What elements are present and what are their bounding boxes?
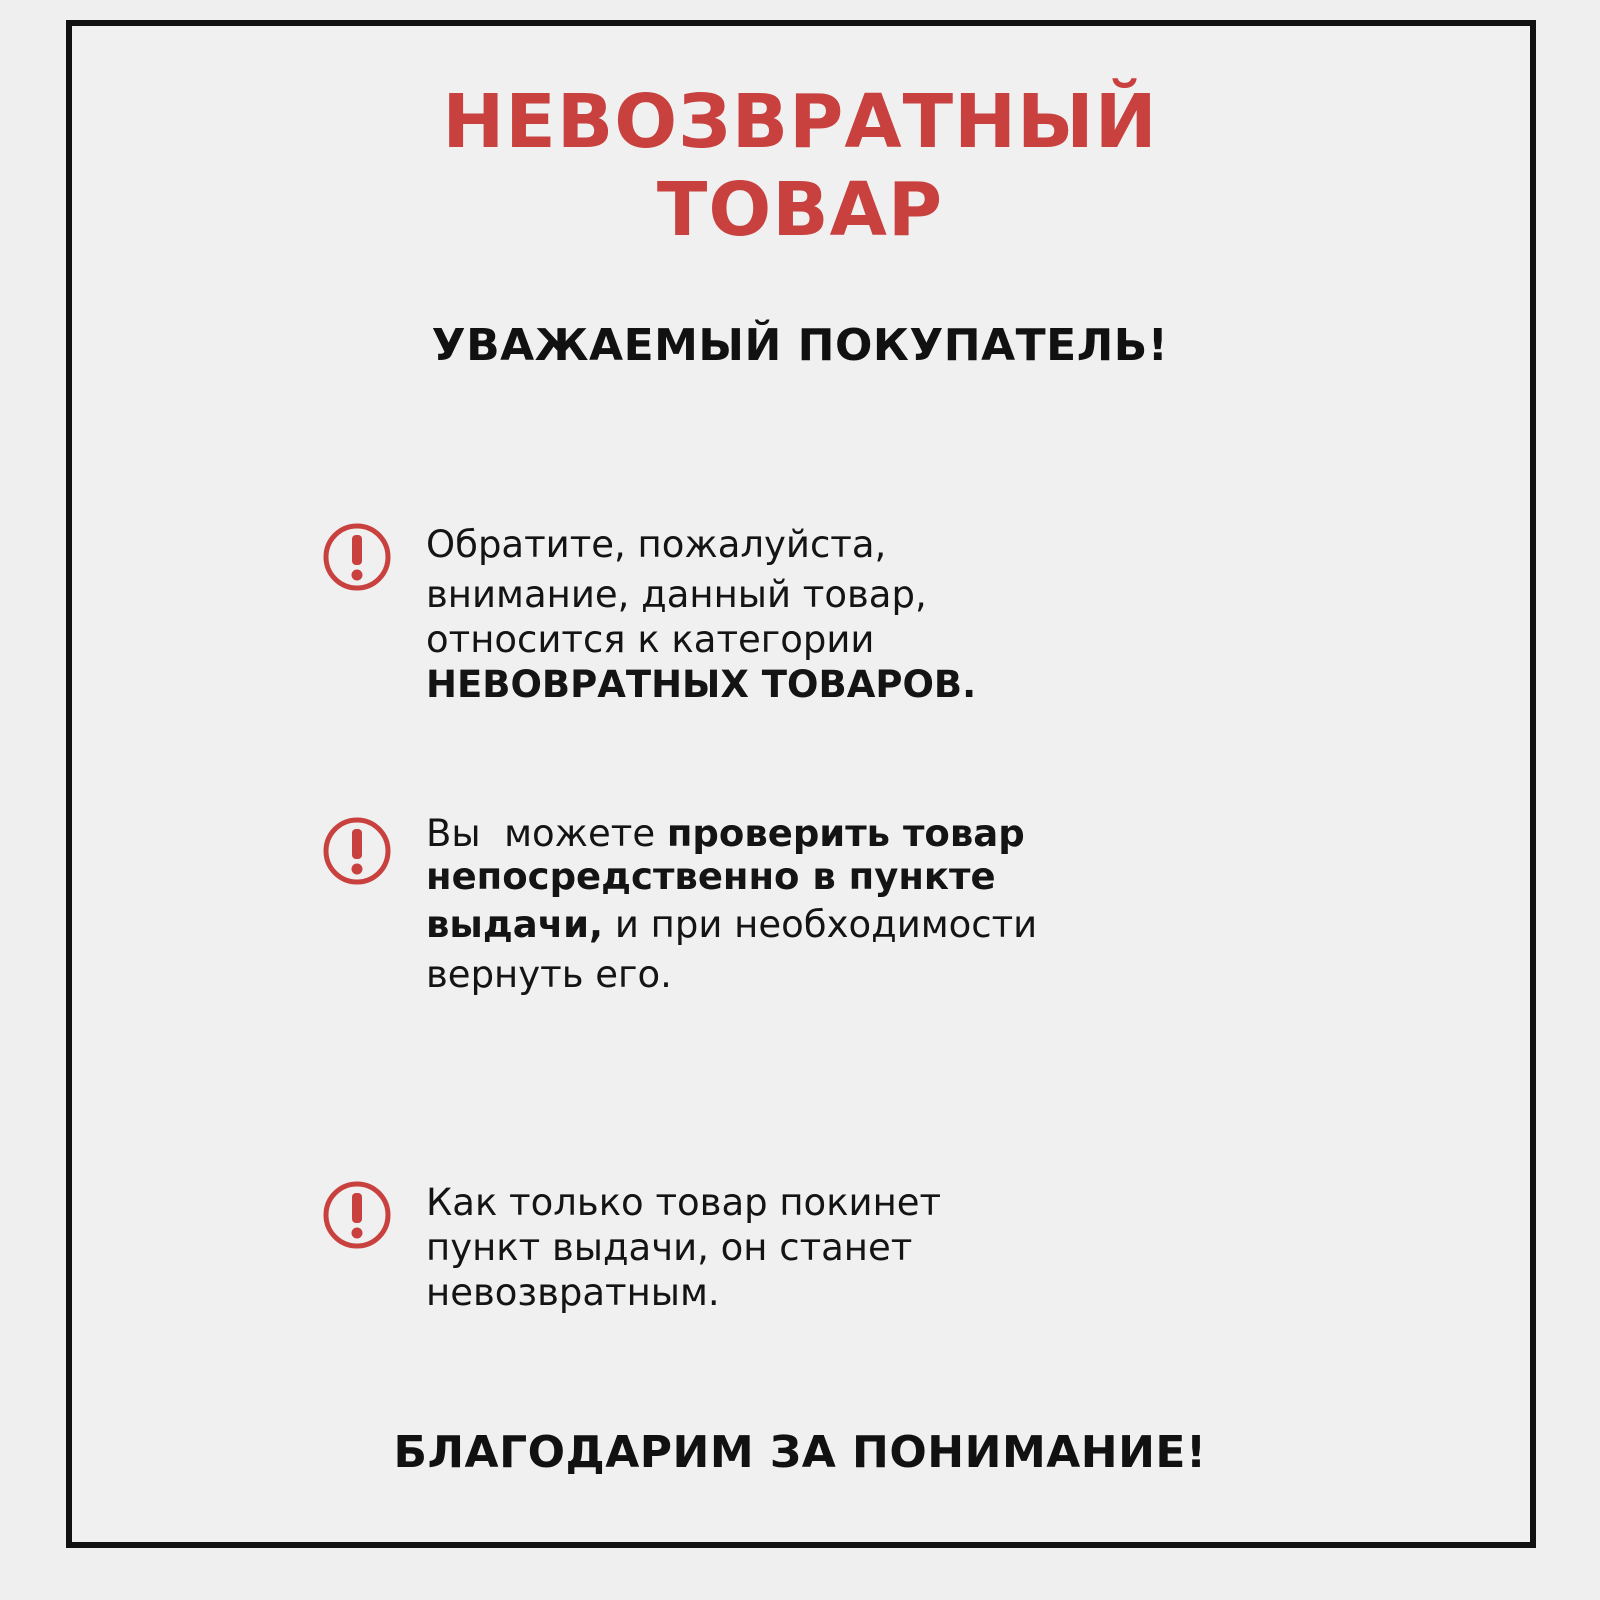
notice-3-text [426, 1178, 1146, 1318]
greeting-heading: УВАЖАЕМЫЙ ПОКУПАТЕЛЬ! [431, 320, 1169, 371]
notice-3-line-3: невозвратным. [426, 1271, 720, 1314]
thanks-footer: БЛАГОДАРИМ ЗА ПОНИМАНИЕ! [393, 1427, 1207, 1478]
title-line-1: НЕВОЗВРАТНЫЙ [442, 79, 1158, 165]
notice-1-bold-line: НЕВОВРАТНЫХ ТОВАРОВ. [426, 663, 977, 706]
notice-1-line-2: внимание, данный товар, [426, 573, 927, 616]
exclamation-circle-icon [322, 1180, 392, 1250]
notice-2-line-1-regular: Вы можете [426, 812, 667, 855]
notice-1-text [426, 520, 1146, 710]
notice-2-line-2-bold: непосредственно в пункте [426, 855, 996, 898]
notice-2-line-3-bold: выдачи, [426, 903, 604, 946]
notice-3-line-2: пункт выдачи, он станет [426, 1226, 913, 1269]
notice-2-line-3-regular: и при необходимости [603, 903, 1038, 946]
exclamation-circle-icon [322, 522, 392, 592]
notice-1-line-3: относится к категории [426, 618, 875, 661]
notice-2-text [426, 814, 1146, 1000]
notice-2-line-4: вернуть его. [426, 953, 672, 996]
notice-1-line-1: Обратите, пожалуйста, [426, 523, 887, 566]
page-title [0, 78, 1600, 254]
title-line-2: ТОВАР [656, 167, 944, 253]
notice-3-line-1: Как только товар покинет [426, 1181, 942, 1224]
notice-2-line-1-bold: проверить товар [666, 812, 1025, 855]
exclamation-circle-icon [322, 816, 392, 886]
